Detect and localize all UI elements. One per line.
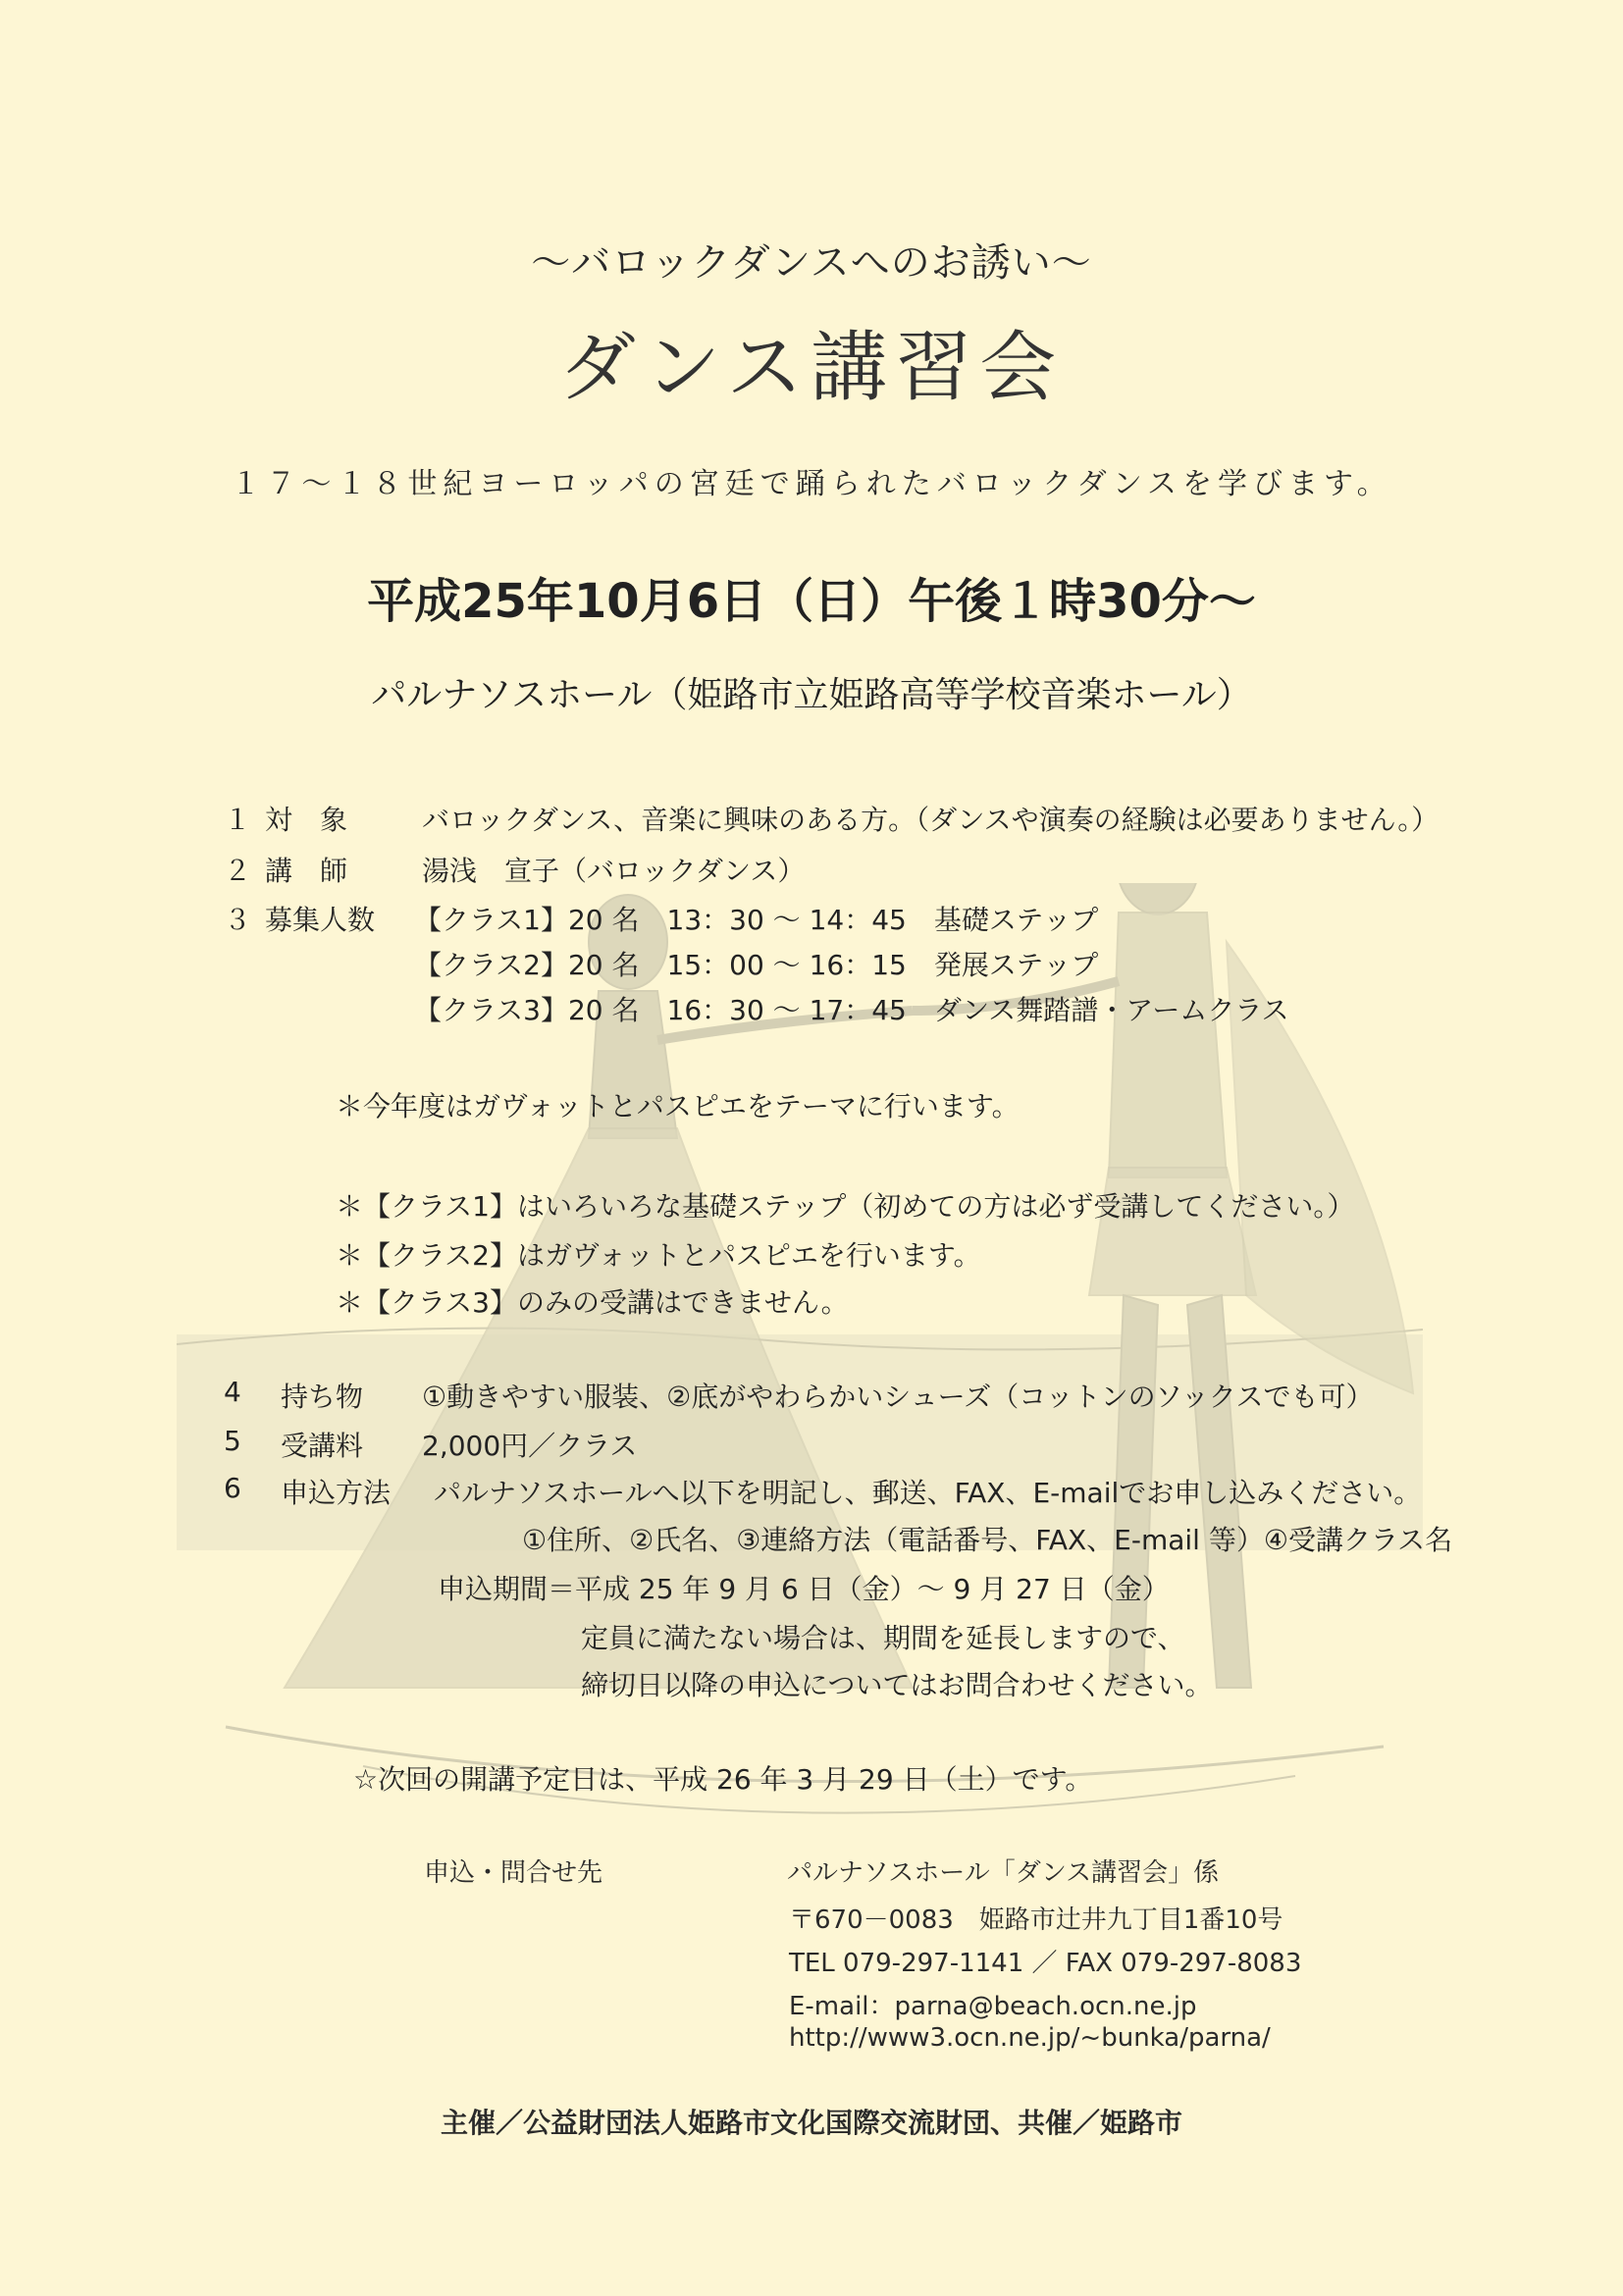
class-1-line: 【クラス1】20 名 13：30 ～ 14：45 基礎ステップ [414, 904, 1099, 936]
item-number: ２ [224, 855, 252, 887]
apply-note-extension: 定員に満たない場合は、期間を延長しますので、 [581, 1622, 1185, 1654]
item-label-target: 対 象 [265, 804, 348, 836]
contact-tel-fax: TEL 079-297-1141 ／ FAX 079-297-8083 [789, 1949, 1302, 1978]
lead-text: １７～１８世紀ヨーロッパの宮廷で踊られたバロックダンスを学びます。 [231, 467, 1392, 501]
item-number: 4 [224, 1376, 241, 1408]
item-label-instructor: 講 師 [265, 855, 348, 887]
apply-note-deadline: 締切日以降の申込についてはお問合わせください。 [581, 1669, 1213, 1701]
item-label-belongings: 持ち物 [281, 1381, 364, 1413]
organizer-footer: 主催／公益財団法人姫路市文化国際交流財団、共催／姫路市 [440, 2107, 1182, 2139]
item-value-apply: パルナソスホールへ以下を明記し、郵送、FAX、E-mailでお申し込みください。 [434, 1477, 1422, 1509]
item-label-apply: 申込方法 [281, 1477, 392, 1509]
apply-period: 申込期間＝平成 25 年 9 月 6 日（金）～ 9 月 27 日（金） [438, 1573, 1170, 1605]
note-theme: ＊今年度はガヴォットとパスピエをテーマに行います。 [336, 1090, 1020, 1122]
item-label-fee: 受講料 [281, 1430, 364, 1462]
item-value-fee: 2,000円／クラス [422, 1430, 638, 1462]
event-date: 平成25年10月6日（日）午後１時30分～ [367, 574, 1256, 629]
class-2-line: 【クラス2】20 名 15：00 ～ 16：15 発展ステップ [414, 949, 1099, 981]
subtitle: ～バロックダンスへのお誘い～ [531, 240, 1092, 286]
contact-url: http://www3.ocn.ne.jp/~bunka/parna/ [789, 2023, 1271, 2053]
note-class-3: ＊【クラス3】のみの受講はできません。 [336, 1286, 849, 1319]
note-class-2: ＊【クラス2】はガヴォットとパスピエを行います。 [336, 1239, 981, 1272]
item-value-instructor: 湯浅 宣子（バロックダンス） [422, 855, 806, 887]
next-session-date: ☆次回の開講予定日は、平成 26 年 3 月 29 日（土）です。 [353, 1763, 1093, 1796]
contact-label: 申込・問合せ先 [424, 1858, 603, 1888]
event-venue: パルナソスホール（姫路市立姫路高等学校音楽ホール） [371, 675, 1252, 715]
item-number: ３ [224, 904, 252, 936]
contact-address: 〒670－0083 姫路市辻井九丁目1番10号 [789, 1905, 1283, 1935]
item-number: １ [224, 804, 252, 836]
item-value-belongings: ①動きやすい服装、②底がやわらかいシューズ（コットンのソックスでも可） [422, 1381, 1374, 1413]
note-class-1: ＊【クラス1】はいろいろな基礎ステップ（初めての方は必ず受講してください。） [336, 1190, 1355, 1223]
page-title: ダンス講習会 [558, 324, 1065, 412]
contact-org: パルナソスホール「ダンス講習会」係 [787, 1858, 1220, 1888]
apply-required-items: ①住所、②氏名、③連絡方法（電話番号、FAX、E-mail 等）④受講クラス名 [522, 1524, 1453, 1556]
item-number: 6 [224, 1472, 241, 1504]
contact-email: E-mail：parna@beach.ocn.ne.jp [789, 1992, 1197, 2021]
item-label-capacity: 募集人数 [265, 904, 376, 936]
class-3-line: 【クラス3】20 名 16：30 ～ 17：45 ダンス舞踏譜・アームクラス [414, 994, 1289, 1026]
item-number: 5 [224, 1425, 241, 1457]
item-value-target: バロックダンス、音楽に興味のある方。（ダンスや演奏の経験は必要ありません。） [422, 804, 1440, 836]
